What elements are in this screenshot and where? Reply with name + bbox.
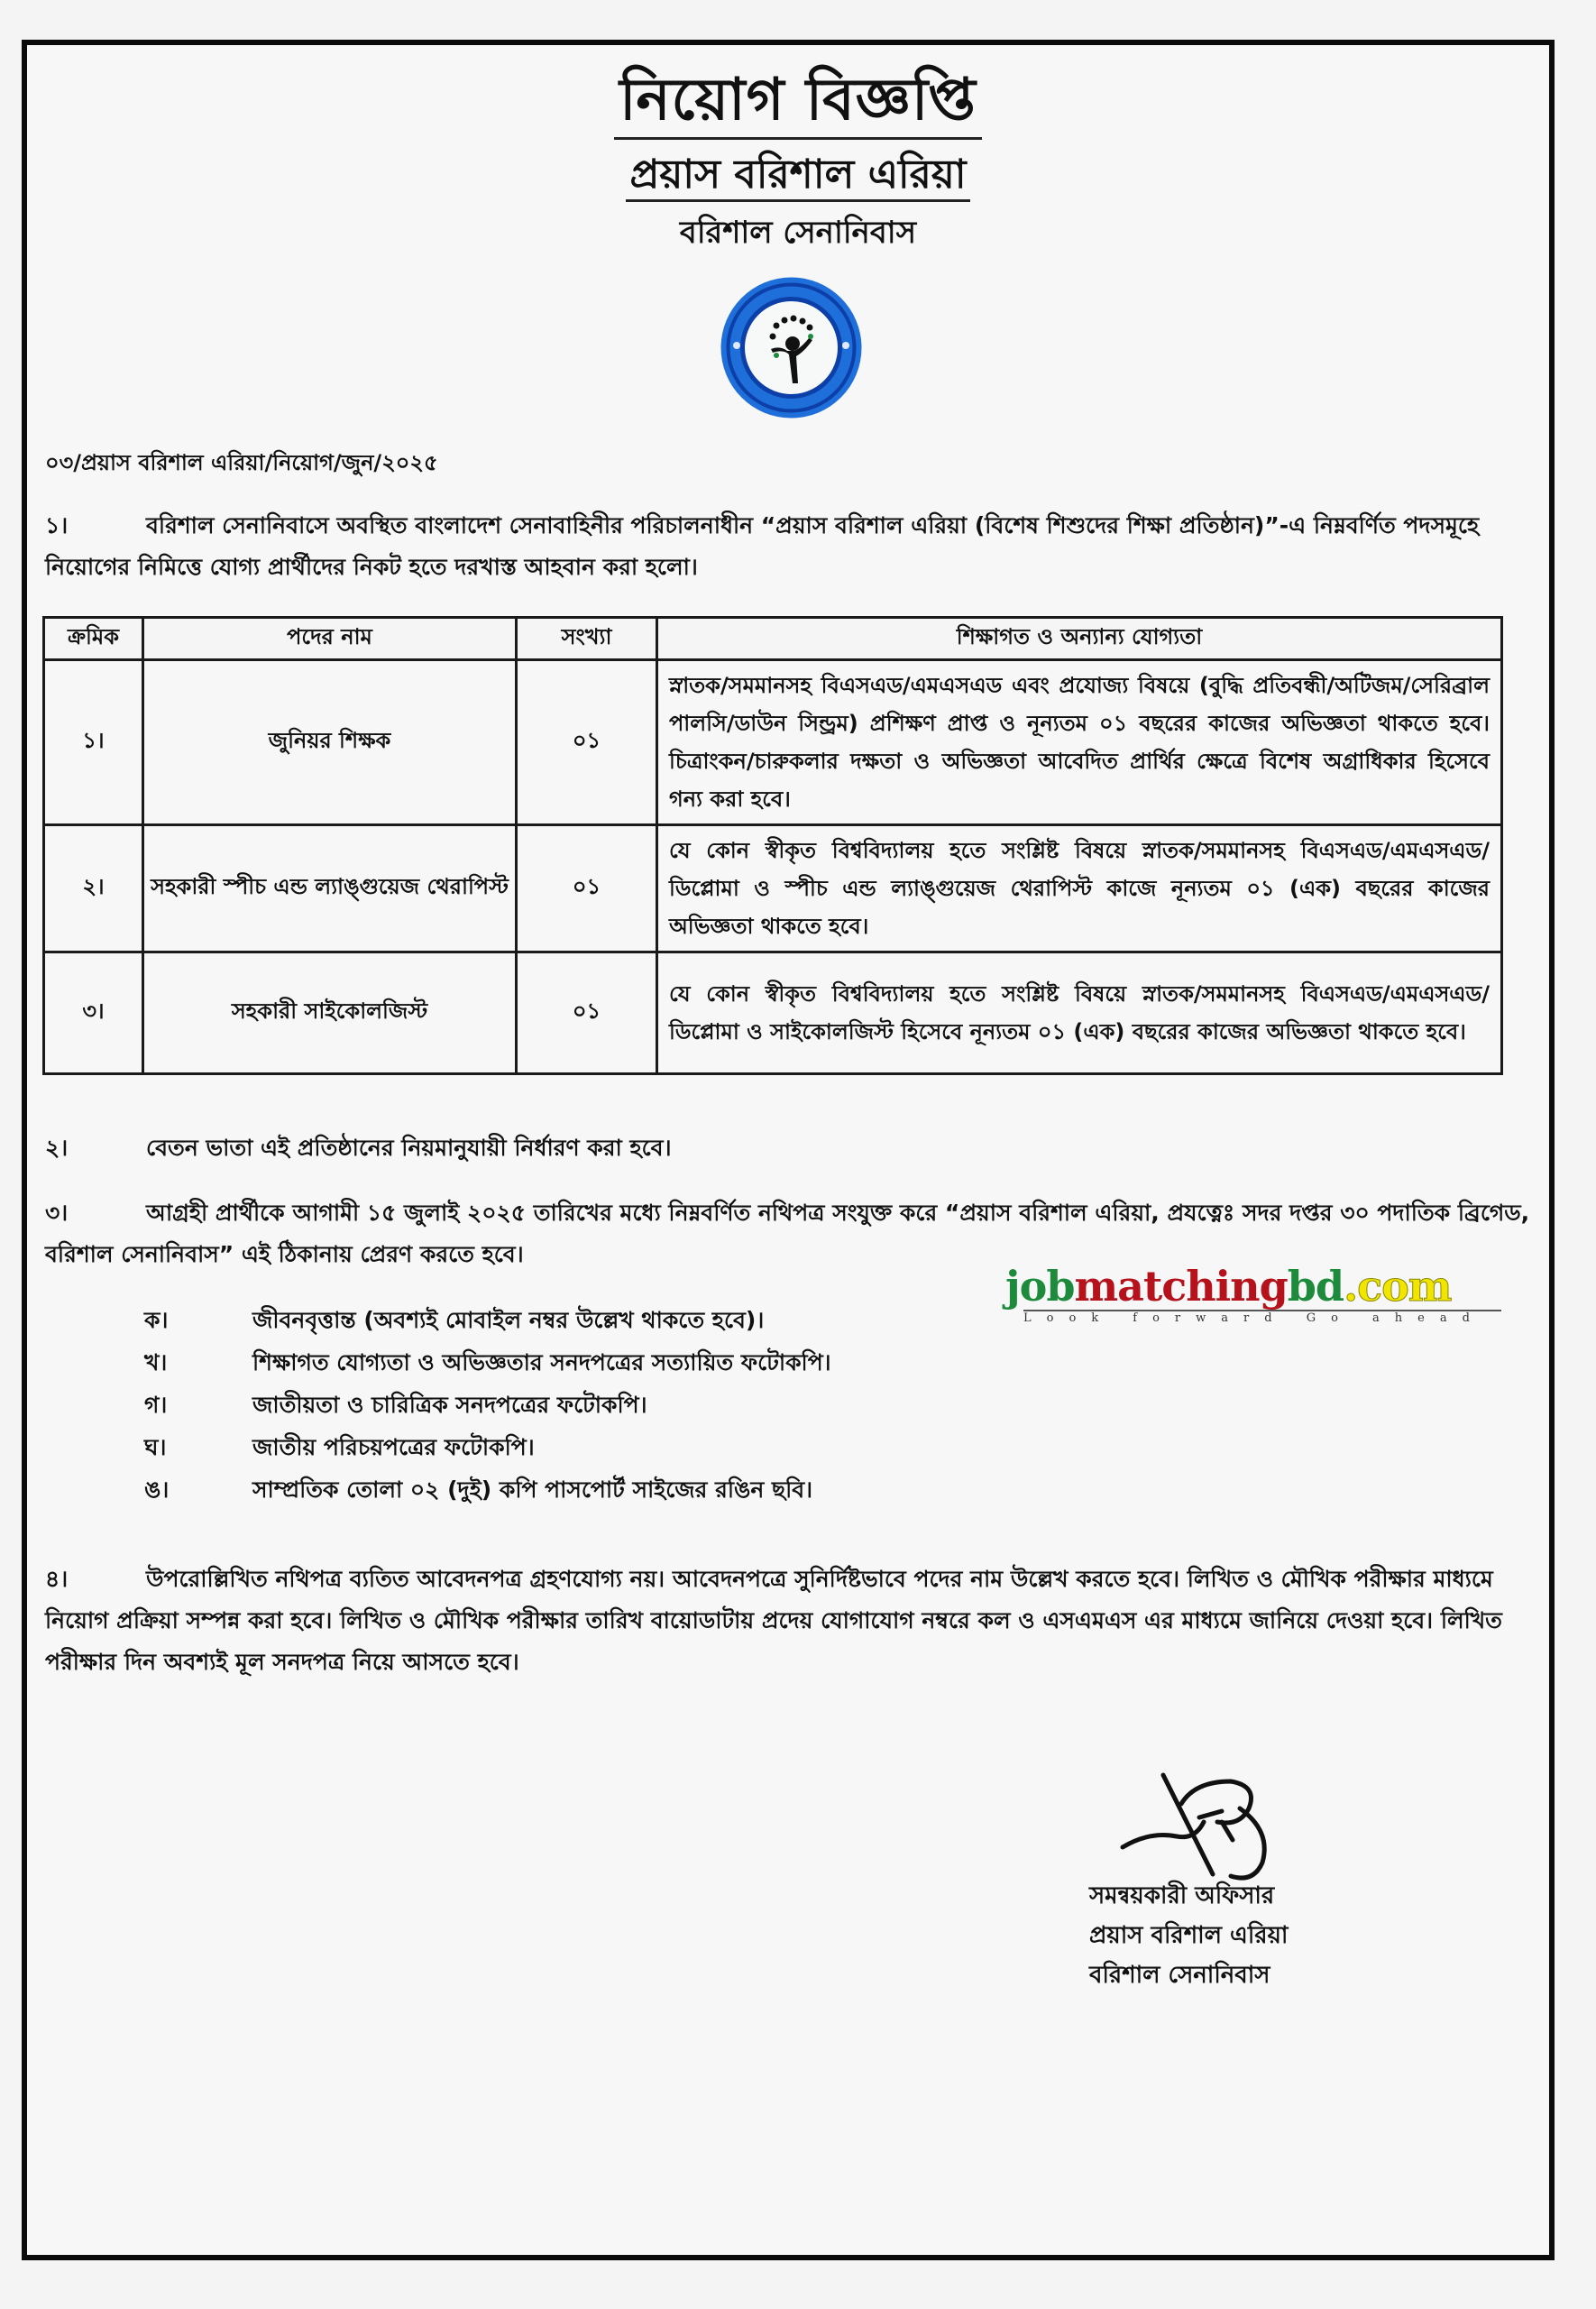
organization-name-text: প্রয়াস বরিশাল এরিয়া (626, 152, 969, 202)
paragraph-number: ৪। (45, 1566, 69, 1592)
list-item-text: জীবনবৃত্তান্ত (অবশ্যই মোবাইল নম্বর উল্লেখ থাকতে হবে)। (252, 1307, 765, 1333)
signatory-block (1089, 1876, 1288, 1995)
list-item-text: জাতীয় পরিচয়পত্রের ফটোকপি। (252, 1434, 535, 1460)
notice-title (0, 56, 1596, 152)
signatory-location: বরিশাল সেনানিবাস (1089, 1962, 1270, 1989)
cell-post: সহকারী স্পীচ এন্ড ল্যাঙ্গুয়েজ থেরাপিস্ট (143, 825, 517, 952)
list-item (144, 1299, 831, 1341)
list-item (144, 1468, 831, 1511)
watermark-logo-text (1005, 1263, 1510, 1310)
required-documents-list (144, 1299, 831, 1511)
watermark-part-job: job (1005, 1262, 1075, 1311)
list-item (144, 1384, 831, 1426)
cell-serial: ১। (44, 660, 143, 825)
cell-serial: ৩। (44, 952, 143, 1074)
cell-post: সহকারী সাইকোলজিস্ট (143, 952, 517, 1074)
paragraph-number: ১। (45, 512, 69, 538)
signatory-organization: প্রয়াস বরিশাল এরিয়া (1089, 1922, 1289, 1949)
list-item-key: ঙ। (144, 1476, 170, 1503)
list-item-key: ঘ। (144, 1434, 167, 1460)
column-header-qualification: শিক্ষাগত ও অন্যান্য যোগ্যতা (657, 618, 1502, 660)
column-header-post: পদের নাম (143, 618, 517, 660)
cell-serial: ২। (44, 825, 143, 952)
paragraph-number: ৩। (45, 1200, 69, 1226)
vacancy-table (42, 616, 1503, 1075)
list-item-text: জাতীয়তা ও চারিত্রিক সনদপত্রের ফটোকপি। (252, 1392, 647, 1418)
column-header-count: সংখ্যা (517, 618, 657, 660)
paragraph-text: আগ্রহী প্রার্থীকে আগামী ১৫ জুলাই ২০২৫ তারিখের মধ্যে নিম্নবর্ণিত নথিপত্র সংযুক্ত করে “প্রয়াস বরিশাল এরিয়া, প্রযত্নেঃ সদর দপ্তর ৩০ পদাতিক ব্রিগেড, বরিশাল সেনানিবাস” এই ঠিকানায় প্রেরণ করতে হবে। (45, 1200, 1530, 1267)
cell-qualification: স্নাতক/সমমানসহ বিএসএড/এমএসএড এবং প্রযোজ্য বিষয়ে (বুদ্ধি প্রতিবন্ধী/অটিজম/সেরিব্রাল পালসি/ডাউন সিন্ড্রম) প্রশিক্ষণ প্রাপ্ত ও নূন্যতম ০১ বছরের কাজের অভিজ্ঞতা থাকতে হবে। চিত্রাংকন/চারুকলার দক্ষতা ও অভিজ্ঞতা আবেদিত প্রার্থির ক্ষেত্রে বিশেষ অগ্রাধিকার হিসেবে গন্য করা হবে। (657, 660, 1502, 825)
signatory-designation: সমন্বয়কারী অফিসার (1089, 1882, 1275, 1909)
watermark-part-matching: matching (1074, 1262, 1288, 1311)
list-item (144, 1341, 831, 1384)
organization-name (0, 144, 1596, 210)
cell-post: জুনিয়র শিক্ষক (143, 660, 517, 825)
list-item-text: সাম্প্রতিক তোলা ০২ (দুই) কপি পাসপোর্ট সাইজের রঙিন ছবি। (252, 1476, 813, 1503)
watermark-tagline: Look forward Go ahead (1023, 1311, 1485, 1325)
watermark-part-com: .com (1344, 1262, 1452, 1311)
paragraph-1 (45, 505, 1533, 588)
cell-count: ০১ (517, 952, 657, 1074)
cell-qualification: যে কোন স্বীকৃত বিশ্ববিদ্যালয় হতে সংশ্লিষ্ট বিষয়ে স্নাতক/সমমানসহ বিএসএড/এমএসএড/ডিপ্লোমা ও সাইকোলজিস্ট হিসেবে নূন্যতম ০১ (এক) বছরের কাজের অভিজ্ঞতা থাকতে হবে। (657, 952, 1502, 1074)
paragraph-4 (45, 1559, 1533, 1683)
table-row (44, 825, 1502, 952)
memo-number: ০৩/প্রয়াস বরিশাল এরিয়া/নিয়োগ/জুন/২০২৫ (45, 450, 438, 475)
organization-location: বরিশাল সেনানিবাস (679, 215, 917, 251)
list-item-key: গ। (144, 1392, 168, 1418)
prayas-emblem-icon (717, 273, 866, 422)
paragraph-text: বেতন ভাতা এই প্রতিষ্ঠানের নিয়মানুযায়ী নির্ধারণ করা হবে। (146, 1135, 672, 1161)
paragraph-2 (45, 1127, 1533, 1169)
table-row (44, 952, 1502, 1074)
cell-qualification: যে কোন স্বীকৃত বিশ্ববিদ্যালয় হতে সংশ্লিষ্ট বিষয়ে স্নাতক/সমমানসহ বিএসএড/এমএসএড/ডিপ্লোমা ও স্পীচ এন্ড ল্যাঙ্গুয়েজ থেরাপিস্ট কাজে নূন্যতম ০১ (এক) বছরের কাজের অভিজ্ঞতা থাকতে হবে। (657, 825, 1502, 952)
list-item-text: শিক্ষাগত যোগ্যতা ও অভিজ্ঞতার সনদপত্রের সত্যায়িত ফটোকপি। (252, 1349, 831, 1375)
watermark-part-bd: bd (1287, 1262, 1344, 1311)
paragraph-text: বরিশাল সেনানিবাসে অবস্থিত বাংলাদেশ সেনাবাহিনীর পরিচালনাধীন “প্রয়াস বরিশাল এরিয়া (বিশেষ শিশুদের শিক্ষা প্রতিষ্ঠান)”-এ নিম্নবর্ণিত পদসমূহে নিয়োগের নিমিত্তে যোগ্য প্রার্থীদের নিকট হতে দরখাস্ত আহবান করা হলো। (45, 512, 1480, 580)
paragraph-number: ২। (45, 1135, 69, 1161)
paragraph-text: উপরোল্লিখিত নথিপত্র ব্যতিত আবেদনপত্র গ্রহণযোগ্য নয়। আবেদনপত্রে সুনির্দিষ্টভাবে পদের নাম উল্লেখ করতে হবে। লিখিত ও মৌখিক পরীক্ষার মাধ্যমে নিয়োগ প্রক্রিয়া সম্পন্ন করা হবে। লিখিত ও মৌখিক পরীক্ষার তারিখ বায়োডাটায় প্রদেয় যোগাযোগ নম্বরে কল ও এসএমএস এর মাধ্যমে জানিয়ে দেওয়া হবে। লিখিত পরীক্ষার দিন অবশ্যই মূল সনদপত্র নিয়ে আসতে হবে। (45, 1566, 1502, 1675)
handwritten-signature-icon (1114, 1768, 1294, 1894)
table-header-row (44, 618, 1502, 660)
jobmatchingbd-watermark (1005, 1263, 1510, 1325)
cell-count: ০১ (517, 660, 657, 825)
list-item-key: ক। (144, 1307, 169, 1333)
column-header-serial: ক্রমিক (44, 618, 143, 660)
list-item-key: খ। (144, 1349, 168, 1375)
notice-title-text: নিয়োগ বিজ্ঞপ্তি (614, 67, 982, 140)
list-item (144, 1426, 831, 1468)
table-row (44, 660, 1502, 825)
cell-count: ০১ (517, 825, 657, 952)
